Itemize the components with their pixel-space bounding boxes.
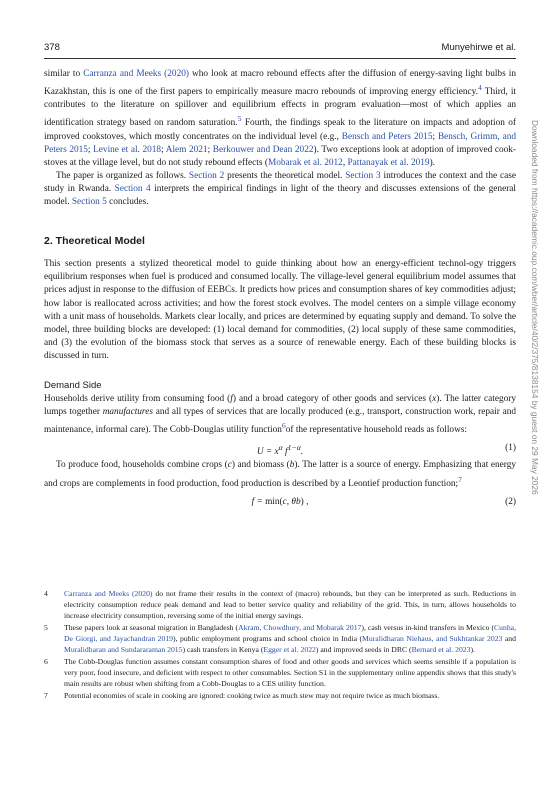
citation-link[interactable]: Muralidharan Niehaus, and Sukhtankar 2023 (362, 634, 503, 643)
text-run: presents the theoretical model. (224, 170, 346, 181)
text-run: ; (87, 144, 94, 155)
text-run: ) and biomass ( (231, 460, 290, 471)
paragraph (44, 393, 516, 437)
text-run: concludes. (106, 197, 149, 208)
text-run: This section presents a stylized theoretical model to guide thinking about how an energy-efficient technol-ogy triggers equilibrium responses when fuel is produced and consumed locally. The village-level general equilibrium model assumes that prices adjust in response to the diffusion of EEBCs. It predicts how prices and consumption shares of key commodities adjust; how labor is reallocated across activities; and how the forest stock evolves. The model centers on a simple village economy with a unit mass of households. Markets clear locally, and prices are determined by equating supply and demand. To solve the model, three building blocks are developed: (1) local demand for commodities, (2) local supply of these same commodities, and (3) the evolution of the biomass stock that serves as a source of renewable energy. Each of these building blocks is discussed in turn. (44, 259, 516, 361)
citation-link[interactable]: Carranza and Meeks (2020) (64, 589, 153, 598)
citation-link[interactable]: Section 3 (345, 170, 381, 181)
text-run: Households derive utility from consuming food ( (44, 394, 231, 405)
equation-formula: f = min(c, θb) , (251, 496, 309, 507)
text-run: ; (432, 131, 438, 142)
text-run: ; (161, 144, 166, 155)
main-text (44, 68, 516, 513)
page-header (44, 42, 516, 53)
paragraph (44, 258, 516, 363)
text-run: ). (429, 157, 435, 168)
equation-2 (44, 491, 516, 513)
equation-number: (1) (505, 443, 516, 454)
text-run: ; (207, 144, 213, 155)
footnote-text (64, 690, 516, 701)
footnote (44, 656, 516, 689)
text-run: Third, it contributes to the literature on spillover and equilibrium effects in program evaluation—most of which applies an identification strategy based on random saturation. (44, 87, 516, 129)
citation-link[interactable]: Section 4 (114, 183, 151, 194)
italic-text: b (289, 460, 295, 471)
text-run: ). The latter is a source of energy. Emphasizing that energy and crops are complements in food production, food production is described by a Leontief production function; (44, 460, 517, 489)
section-heading: 2. Theoretical Model (44, 235, 145, 248)
citation-link[interactable]: Section 2 (188, 170, 225, 181)
italic-text: x (432, 394, 437, 405)
paragraph (44, 459, 516, 490)
citation-link[interactable]: Muralidharan and Sundararaman 2015 (64, 645, 183, 654)
citation-link[interactable]: Bensch and Peters 2015 (341, 131, 433, 142)
citation-link[interactable]: Egger et al. 2022 (263, 645, 316, 654)
footnote-number: 6 (44, 657, 48, 666)
text-run: ) and improved seeds in DRC ( (315, 645, 412, 654)
footnote (44, 690, 516, 701)
text-run: Fourth, the findings speak to the literature on impacts and adoption of improved cookstoves, which mostly concentrates on the individual level (e.g., (44, 118, 516, 142)
text-run: of the representative household reads as follows: (285, 425, 467, 436)
citation-link[interactable]: Section 5 (71, 197, 107, 208)
citation-link[interactable]: Bernard et al. 2023 (411, 645, 471, 654)
text-run: and (502, 634, 516, 643)
footnote-marker[interactable]: 7 (458, 474, 462, 484)
text-run: ). Two exceptions look at adoption of improved cook-stoves at the village level, but do not study rebound effects ( (44, 144, 517, 168)
text-run: The paper is organized as follows. (56, 170, 189, 181)
text-run: These papers look at seasonal migration in Bangladesh ( (64, 623, 239, 632)
citation-link[interactable]: Alem 2021 (165, 144, 208, 155)
italic-text: f (230, 394, 233, 405)
equation-1 (44, 437, 516, 459)
text-run: interprets the empirical findings in light of the theory and discusses extensions of the general model. (44, 183, 516, 208)
footnote-number: 4 (44, 589, 48, 598)
text-run: introduces the context and the case study in Rwanda. (44, 170, 516, 194)
footnote-marker[interactable]: 5 (237, 114, 242, 124)
paragraph (44, 68, 516, 170)
header-rule (44, 58, 516, 59)
equation-number: (2) (505, 496, 516, 507)
footnote-text (64, 656, 516, 689)
citation-link[interactable]: Bensch, Grimm, and Peters 2015 (44, 131, 516, 155)
text-run: and all types of services that are locally produced (e.g., transport, construction work, repair and maintenance, informal care). The Cobb-Douglas utility function (44, 407, 517, 436)
running-title: Munyehirwe et al. (441, 42, 516, 53)
footnote-number: 7 (44, 691, 48, 700)
citation-link[interactable]: Cunha, De Giorgi, and Jayachandran 2019 (64, 623, 517, 643)
subsection-heading: Demand Side (44, 379, 102, 391)
citation-link[interactable]: Mobarak et al. 2012 (267, 157, 343, 168)
text-run: , (342, 157, 348, 168)
citation-link[interactable]: Akram, Chowdhury, and Mobarak 2017 (238, 623, 362, 632)
paragraph (44, 170, 516, 209)
footnote-number: 5 (44, 623, 48, 632)
citation-link[interactable]: Pattanayak et al. 2019 (347, 157, 430, 168)
text-run: similar to (44, 69, 84, 79)
footnote (44, 588, 516, 621)
equation-formula: $U = x^\alpha$ $f^{1-\alpha}$. (256, 443, 304, 458)
text-run: To produce food, households combine crops ( (56, 460, 228, 471)
text-run: ), public employment programs and school choice in India ( (173, 634, 363, 643)
text-run: ) and a broad category of other goods and services ( (232, 394, 433, 405)
text-run: ). The latter category lumps together (44, 394, 516, 418)
footnote-marker[interactable]: 4 (478, 83, 482, 93)
citation-link[interactable]: Levine et al. 2018 (93, 144, 162, 155)
text-run: ). (470, 645, 475, 654)
page-number: 378 (44, 42, 60, 53)
text-run: The Cobb-Douglas function assumes constant consumption shares of food and other goods and services which seems sensible if a population is very poor, food insecure, and deficient with respect to other consumables. Section S1 in the supplementary online appendix shows that this study's main results are robust when shifting from a Cobb-Douglas to a CES utility function. (64, 657, 516, 688)
footnotes (44, 588, 516, 702)
footnote-text (64, 622, 516, 655)
text-run: ) cash transfers in Kenya ( (182, 645, 264, 654)
footnote (44, 622, 516, 655)
citation-link[interactable]: Berkouwer and Dean 2022 (212, 144, 314, 155)
text-run: Potential economies of scale in cooking are ignored: cooking twice as much stew may not require twice as much biomass. (64, 691, 440, 700)
text-run: who look at macro rebound effects after the diffusion of energy-saving light bulbs in Kazakhstan, this is one of the first papers to empirically measure macro rebounds of improving energy efficiency. (44, 69, 516, 98)
text-run: do not frame their results in the context of (macro) rebounds, but they can be interpreted as such. Reductions in electricity consumption reduce peak demand and lead to better service quality and reliability of the grid. This, in turn, allows households to increase electricity consumption, reversing some of the initial energy savings. (64, 589, 516, 620)
text-run: ), cash versus in-kind transfers in Mexico ( (361, 623, 495, 632)
citation-link[interactable]: Carranza and Meeks (2020) (83, 69, 189, 79)
footnote-text (64, 588, 516, 621)
italic-text: manufactures (102, 407, 153, 418)
download-watermark: Downloaded from https://academic.oup.com/wber/article/40/2/375/8138154 by guest on 29 May 2026 (530, 120, 540, 495)
footnote-marker[interactable]: 6 (281, 421, 286, 431)
italic-text: c (227, 460, 232, 471)
